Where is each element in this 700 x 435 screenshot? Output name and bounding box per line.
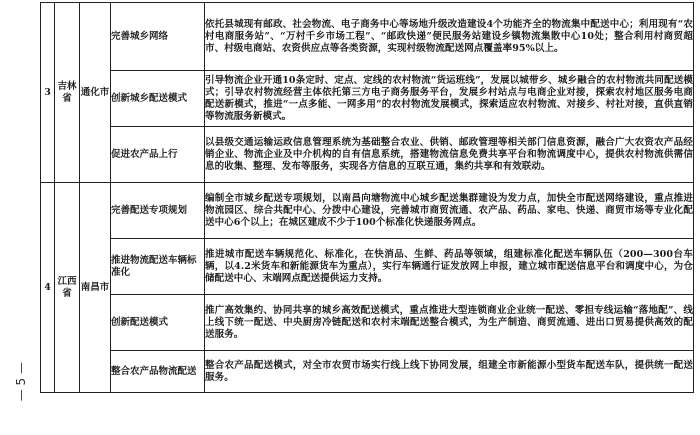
table-row (41, 3, 694, 71)
row-index: 3 (41, 3, 55, 183)
table-row (41, 351, 694, 393)
category-cell: 完善城乡网络 (111, 3, 205, 71)
category-cell: 推进物流配送车辆标准化 (111, 239, 205, 295)
city-cell: 通化市 (80, 3, 111, 183)
category-cell: 促进农产品上行 (111, 127, 205, 183)
table-row (41, 71, 694, 127)
description-cell: 依托县城现有邮政、社会物流、电子商务中心等场地升级改造建设4个功能齐全的物流集中配送中心；利用现有“农村电商服务站”、“万村千乡市场工程”、“邮政快递”便民服务站建设乡镇物流集散中心10处；整合利用村商贸超市、村级电商站、农资供应点等各类资源，实现村级物流配送网点覆盖率95%以上。 (205, 3, 694, 71)
description-cell: 推进城市配送车辆规范化、标准化，在快消品、生鲜、药品等领域，组建标准化配送车辆队伍（200—300台车辆，以4.2米货车和新能源货车为重点），实行车辆通行证发放网上申报，建立城市配送信息平台和调度中心，为仓储配送中心、末端网点配送提供运力支持。 (205, 239, 694, 295)
table-row (41, 127, 694, 183)
description-cell: 整合农产品配送模式，对全市农贸市场实行线上线下协同发展，组建全市新能源小型货车配送车队，提供统一配送服务。 (205, 351, 694, 393)
category-cell: 完善配送专项规划 (111, 183, 205, 239)
table-row (41, 295, 694, 351)
category-cell: 整合农产品物流配送 (111, 351, 205, 393)
province-cell: 吉林省 (55, 3, 80, 183)
table-row (41, 183, 694, 239)
page-number: — 5 — (14, 362, 28, 402)
table-row (41, 239, 694, 295)
province-cell: 江西省 (55, 183, 80, 393)
description-cell: 推广高效集约、协同共享的城乡高效配送模式，重点推进大型连锁商业企业统一配送、零担专线运输“落地配”、线上线下统一配送、中央厨房冷链配送和农村末端配送整合模式，为生产制造、商贸流通、进出口贸易提供高效的配送服务。 (205, 295, 694, 351)
city-cell: 南昌市 (80, 183, 111, 393)
category-cell: 创新配送模式 (111, 295, 205, 351)
description-cell: 编制全市城乡配送专项规划，以南昌向塘物流中心城乡配送集群建设为发力点，加快全市配送网络建设，重点推进物流园区、综合共配中心、分拨中心建设，完善城市商贸流通、农产品、药品、家电、快递、商贸市场等专业化配送中心6个以上；在城区建成不少于100个标准化快递服务网点。 (205, 183, 694, 239)
category-cell: 创新城乡配送模式 (111, 71, 205, 127)
description-cell: 引导物流企业开通10条定时、定点、定线的农村物流“货运班线”，发展以城带乡、城乡融合的农村物流共同配送模式；引导农村物流经营主体依托第三方电子商务服务平台，发展乡村站点与电商企业对接，探索农村地区服务电商配送新模式，推进“一点多能、一网多用”的农村物流发展模式，探索适应农村物流、对接乡、村社对接，直供直销等物流服务新模式。 (205, 71, 694, 127)
distribution-plan-table (40, 2, 694, 393)
description-cell: 以县级交通运输运政信息管理系统为基础整合农业、供销、邮政管理等相关部门信息资源，融合广大农资农产品经销企业、物流企业及中介机构的自有信息系统，搭建物流信息免费共享平台和物流调度中心，提供农村物流供需信息的收集、整理、发布等服务，实现各方信息的互联互通，集约共享和有效联动。 (205, 127, 694, 183)
row-index: 4 (41, 183, 55, 393)
